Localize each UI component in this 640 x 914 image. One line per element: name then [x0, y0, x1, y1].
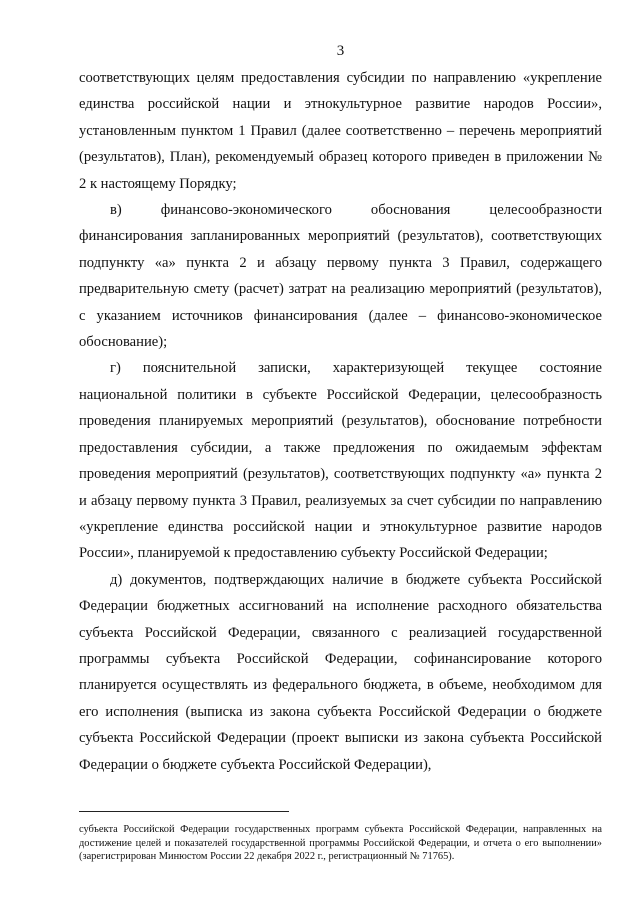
footnote-separator: [79, 811, 289, 812]
paragraph-item-v: в) финансово-экономического обоснования целесообразности финансирования запланированных мероприятий (результатов), соответствующих подпункту «а» пункта 2 и абзацу первому пункта 3 Правил, содержащего предварительную смету (расчет) затрат на реализацию мероприятий (результатов), с указанием источников финансирования (далее – финансово-экономическое обоснование);: [79, 202, 602, 351]
paragraph-item-g: г) пояснительной записки, характеризующей текущее состояние национальной политики в субъекте Российской Федерации, целесообразность проведения планируемых мероприятий (результатов), обоснование потребности предоставления субсидии, а также предложения по ожидаемым эффектам проведения мероприятий (результатов), соответствующих подпункту «а» пункта 2 и абзацу первому пункта 3 Правил, реализуемых за счет субсидии по направлению «укрепление единства российской нации и этнокультурное развитие народов России», планируемой к предоставлению субъекту Российской Федерации;: [79, 360, 602, 562]
paragraph-item-d: д) документов, подтверждающих наличие в бюджете субъекта Российской Федерации бюджетных ассигнований на исполнение расходного обязательства субъекта Российской Федерации, связанного с реализацией государственной программы субъекта Российской Федерации, софинансирование которого планируется осуществлять из федерального бюджета, в объеме, необходимом для его исполнения (выписка из закона субъекта Российской Федерации о бюджете субъекта Российской Федерации (проект выписки из закона субъекта Российской Федерации о бюджете субъекта Российской Федерации),: [79, 571, 602, 773]
body-text: [79, 65, 602, 778]
paragraph-list-continuation: соответствующих целям предоставления субсидии по направлению «укрепление единства российской нации и этнокультурное развитие народов России», установленным пунктом 1 Правил (далее соответственно – перечень мероприятий (результатов), План), рекомендуемый образец которого приведен в приложении № 2 к настоящему Порядку;: [79, 70, 602, 192]
footnote-text: субъекта Российской Федерации государственных программ субъекта Российской Федерации, направленных на достижение целей и показателей государственной программы Российской Федерации, и отчета о его выполнении» (зарегистрирован Минюстом России 22 декабря 2022 г., регистрационный № 71765).: [79, 824, 602, 862]
page-number: 3: [336, 43, 345, 59]
